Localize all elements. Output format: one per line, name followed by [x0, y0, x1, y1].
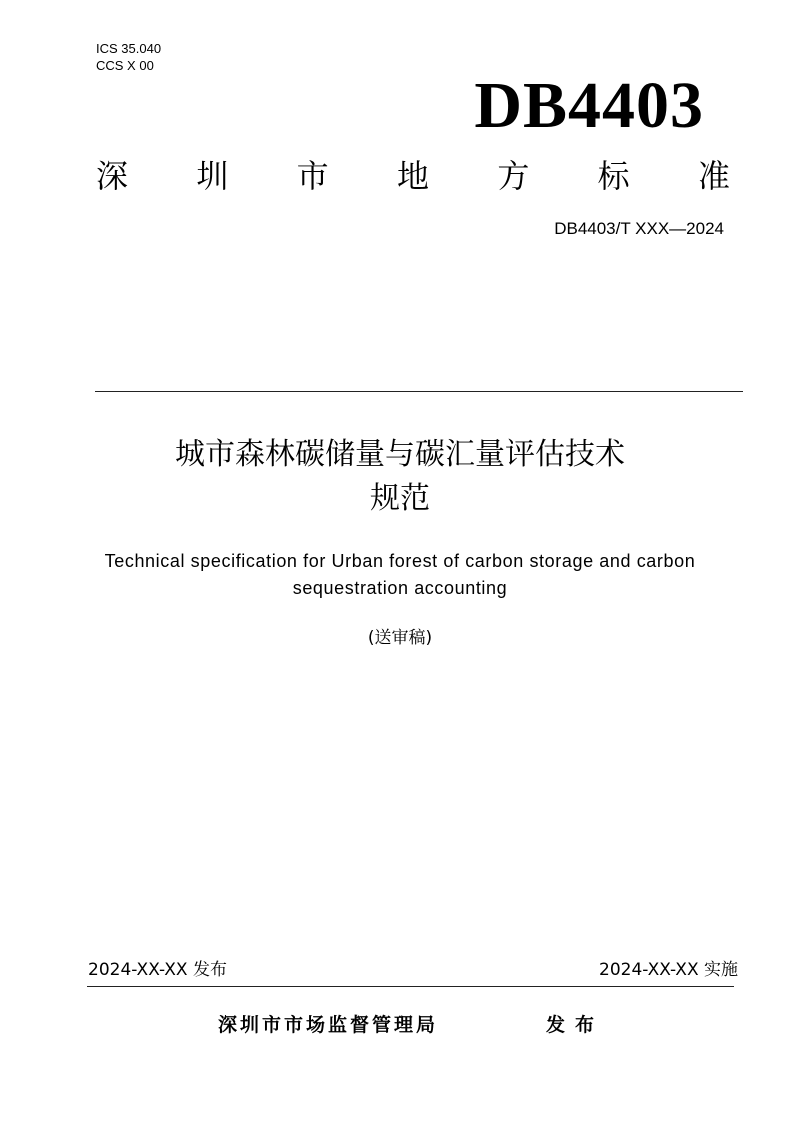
english-title: Technical specification for Urban forest of carbon storage and carbon sequestration accounting — [104, 551, 696, 598]
standard-type-char: 准 — [697, 157, 730, 195]
standard-type-char: 标 — [597, 157, 630, 195]
standard-type-char: 方 — [497, 157, 530, 195]
classification-codes — [96, 40, 161, 74]
standard-type — [96, 152, 730, 200]
chinese-title-line1: 城市森林碳储量与碳汇量评估技术 — [175, 437, 625, 472]
top-divider — [95, 391, 743, 392]
standard-type-char: 圳 — [196, 157, 229, 195]
publish-label: 发布 — [546, 1014, 605, 1036]
standard-type-char: 市 — [296, 157, 329, 195]
ccs-code: CCS X 00 — [96, 58, 154, 73]
standard-type-char: 地 — [396, 157, 429, 195]
issue-date: 2024-XX-XX 发布 — [88, 960, 227, 980]
bottom-divider — [87, 986, 734, 987]
chinese-title-line2: 规范 — [370, 481, 430, 516]
ics-code: ICS 35.040 — [96, 41, 162, 56]
implementation-date: 2024-XX-XX 实施 — [599, 960, 738, 980]
draft-status: (送审稿) — [367, 628, 433, 648]
issuing-authority: 深圳市市场监督管理局 — [218, 1014, 439, 1036]
standard-type-char: 深 — [96, 157, 129, 195]
standard-number: DB4403/T XXX—2024 — [554, 219, 724, 238]
db-code-mark: DB4403 — [474, 69, 704, 142]
